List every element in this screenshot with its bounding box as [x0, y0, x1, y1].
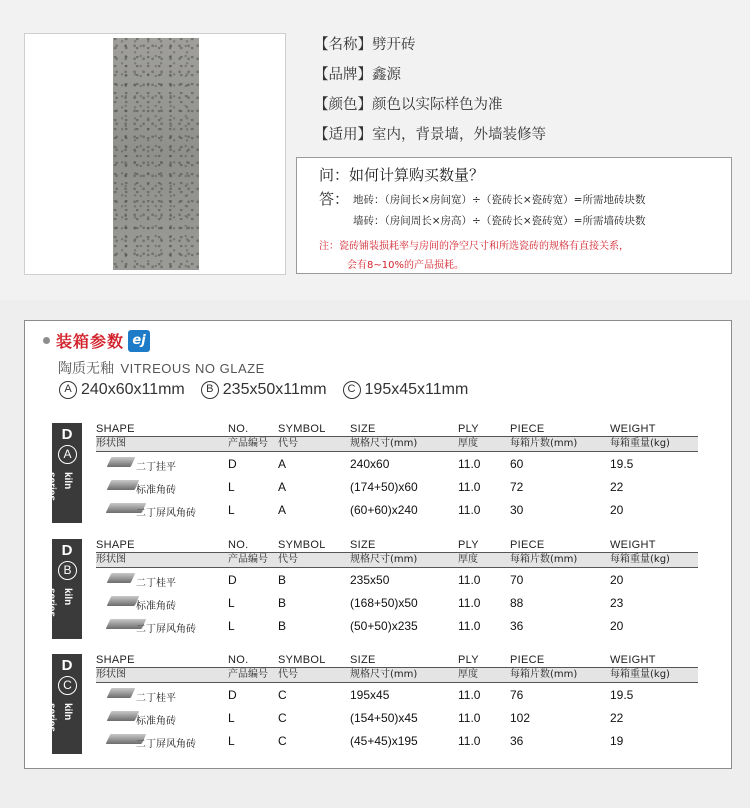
cell-no: L [228, 619, 235, 633]
cell-size: 235x50 [350, 573, 390, 587]
cell-symbol: C [278, 734, 287, 748]
table-row [96, 452, 698, 475]
loss-note-line2: 会有8~10%的产品损耗。 [347, 260, 464, 271]
cell-size: 195x45 [350, 688, 390, 702]
header-zh-weight: 每箱重量(kg) [610, 669, 670, 680]
cell-piece: 30 [510, 503, 524, 517]
cell-piece: 102 [510, 711, 531, 725]
attr-name: 【名称】劈开砖 [314, 37, 416, 53]
glaze-type [58, 358, 265, 378]
header-symbol: SYMBOL [278, 539, 326, 551]
header-zh-size: 规格尺寸(mm) [350, 438, 418, 449]
section-title-text: 装箱参数 [56, 332, 125, 351]
cell-piece: 76 [510, 688, 524, 702]
header-weight: WEIGHT [610, 539, 656, 551]
series-table-c [46, 654, 698, 754]
cell-no: D [228, 688, 237, 702]
tile-shape-icon [107, 457, 136, 467]
header-zh-ply: 厚度 [458, 438, 478, 449]
cell-size: (45+45)x195 [350, 734, 418, 748]
tile-shape-icon [106, 711, 139, 721]
cell-size: 240x60 [350, 457, 390, 471]
header-zh-weight: 每箱重量(kg) [610, 438, 670, 449]
table-row [96, 475, 698, 498]
cell-symbol: A [278, 480, 287, 494]
brand-badge-icon: ej [128, 330, 150, 352]
cell-symbol: B [278, 596, 287, 610]
series-mark-icon: C [58, 676, 77, 695]
size-a-text: 240x60x11mm [81, 381, 185, 398]
header-zh-shape: 形状图 [96, 438, 126, 449]
size-c-text: 195x45x11mm [364, 381, 469, 398]
series-letter: D [61, 657, 73, 674]
series-label [46, 654, 82, 754]
table-row [96, 498, 698, 521]
glaze-en: VITREOUS NO GLAZE [120, 361, 265, 376]
header-size: SIZE [350, 539, 376, 551]
series-rows [96, 683, 698, 752]
header-row-zh [96, 553, 698, 568]
cell-symbol: C [278, 688, 287, 702]
series-label [46, 539, 82, 639]
cell-size: (50+50)x235 [350, 619, 418, 633]
cell-weight: 22 [610, 480, 624, 494]
cell-piece: 72 [510, 480, 524, 494]
cell-piece: 70 [510, 573, 524, 587]
cell-symbol: A [278, 457, 287, 471]
table-row [96, 591, 698, 614]
cell-weight: 19.5 [610, 688, 634, 702]
cell-no: L [228, 480, 235, 494]
cell-symbol: B [278, 619, 287, 633]
size-option-a [59, 381, 185, 399]
size-options [59, 381, 484, 399]
cell-no: L [228, 596, 235, 610]
circle-c-icon: C [343, 381, 361, 399]
kiln-series-label: kiln series [46, 472, 73, 501]
cell-weight: 23 [610, 596, 624, 610]
header-piece: PIECE [510, 654, 545, 666]
header-no: NO. [228, 539, 249, 551]
header-zh-ply: 厚度 [458, 669, 478, 680]
cell-weight: 20 [610, 573, 624, 587]
header-row-zh [96, 668, 698, 683]
cell-ply: 11.0 [458, 503, 481, 517]
cell-ply: 11.0 [458, 734, 481, 748]
header-weight: WEIGHT [610, 423, 656, 435]
cell-weight: 20 [610, 619, 624, 633]
header-row-en [96, 423, 698, 437]
header-ply: PLY [458, 423, 479, 435]
circle-a-icon: A [59, 381, 77, 399]
header-row-zh [96, 437, 698, 452]
tile-shape-icon [106, 480, 139, 490]
cell-ply: 11.0 [458, 711, 481, 725]
table-row [96, 729, 698, 752]
cell-weight: 19.5 [610, 457, 634, 471]
bullet-icon [43, 337, 50, 344]
header-no: NO. [228, 423, 249, 435]
header-zh-weight: 每箱重量(kg) [610, 554, 670, 565]
cell-shape: 二丁挂平 [136, 462, 176, 473]
cell-ply: 11.0 [458, 596, 481, 610]
header-zh-shape: 形状图 [96, 554, 126, 565]
header-zh-size: 规格尺寸(mm) [350, 554, 418, 565]
cell-ply: 11.0 [458, 688, 481, 702]
cell-size: (154+50)x45 [350, 711, 418, 725]
header-row-en [96, 539, 698, 553]
faq-answer-mark: 答： [319, 190, 350, 208]
table-row [96, 683, 698, 706]
cell-ply: 11.0 [458, 457, 481, 471]
header-zh-symbol: 代号 [278, 554, 298, 565]
cell-shape: 二丁桂平 [136, 578, 176, 589]
circle-b-icon: B [201, 381, 219, 399]
size-b-text: 235x50x11mm [222, 381, 327, 398]
header-zh-no: 产品编号 [228, 438, 268, 449]
tile-shape-icon [106, 596, 139, 606]
header-no: NO. [228, 654, 249, 666]
cell-no: D [228, 573, 237, 587]
series-letter: D [61, 426, 73, 443]
cell-piece: 36 [510, 734, 524, 748]
product-photo-frame [24, 33, 286, 275]
header-symbol: SYMBOL [278, 654, 326, 666]
tile-shape-icon [107, 573, 136, 583]
cell-shape: 标准角砖 [136, 716, 176, 727]
cell-symbol: A [278, 503, 287, 517]
header-row-en [96, 654, 698, 668]
cell-shape: 标准角砖 [136, 485, 176, 496]
cell-ply: 11.0 [458, 573, 481, 587]
header-zh-symbol: 代号 [278, 669, 298, 680]
table-row [96, 568, 698, 591]
size-option-b [201, 381, 327, 399]
cell-symbol: B [278, 573, 287, 587]
series-mark-icon: A [58, 445, 77, 464]
cell-symbol: C [278, 711, 287, 725]
quantity-faq-box [296, 157, 732, 274]
cell-ply: 11.0 [458, 619, 481, 633]
tile-shape-icon [107, 688, 136, 698]
header-weight: WEIGHT [610, 654, 656, 666]
tile-sample-image [113, 38, 199, 270]
header-piece: PIECE [510, 539, 545, 551]
header-zh-no: 产品编号 [228, 669, 268, 680]
header-zh-size: 规格尺寸(mm) [350, 669, 418, 680]
header-shape: SHAPE [96, 423, 135, 435]
series-mark-icon: B [58, 561, 77, 580]
header-zh-ply: 厚度 [458, 554, 478, 565]
header-ply: PLY [458, 539, 479, 551]
header-zh-shape: 形状图 [96, 669, 126, 680]
series-table-b [46, 539, 698, 639]
attr-brand: 【品牌】鑫源 [314, 67, 401, 83]
cell-shape: 二丁屏风角砖 [136, 508, 196, 519]
header-zh-symbol: 代号 [278, 438, 298, 449]
cell-size: (60+60)x240 [350, 503, 418, 517]
packing-parameters-panel [24, 320, 732, 769]
attr-color: 【颜色】颜色以实际样色为准 [314, 97, 503, 113]
cell-weight: 19 [610, 734, 624, 748]
cell-piece: 36 [510, 619, 524, 633]
header-zh-piece: 每箱片数(mm) [510, 438, 578, 449]
table-row [96, 614, 698, 637]
cell-weight: 22 [610, 711, 624, 725]
header-zh-piece: 每箱片数(mm) [510, 669, 578, 680]
cell-piece: 60 [510, 457, 524, 471]
header-shape: SHAPE [96, 654, 135, 666]
cell-no: L [228, 503, 235, 517]
cell-shape: 二丁屏风角砖 [136, 739, 196, 750]
series-rows [96, 568, 698, 637]
product-attributes [314, 35, 546, 155]
cell-shape: 二丁桂平 [136, 693, 176, 704]
faq-question: 问：如何计算购买数量？ [319, 166, 485, 184]
header-size: SIZE [350, 423, 376, 435]
header-size: SIZE [350, 654, 376, 666]
loss-note-line1: 注：瓷砖铺装损耗率与房间的净空尺寸和所选瓷砖的规格有直接关系， [319, 241, 629, 252]
cell-size: (174+50)x60 [350, 480, 418, 494]
series-table-a [46, 423, 698, 523]
header-ply: PLY [458, 654, 479, 666]
header-zh-no: 产品编号 [228, 554, 268, 565]
kiln-series-label: kiln series [46, 588, 73, 617]
glaze-zh: 陶质无釉 [58, 361, 114, 377]
floor-tile-formula: 地砖：（房间长×房间宽）÷（瓷砖长×瓷砖宽）=所需地砖块数 [353, 194, 646, 206]
header-symbol: SYMBOL [278, 423, 326, 435]
table-row [96, 706, 698, 729]
series-letter: D [61, 542, 73, 559]
product-info-section [0, 0, 750, 300]
kiln-series-label: kiln series [46, 703, 73, 732]
wall-tile-formula: 墙砖：（房间周长×房高）÷（瓷砖长×瓷砖宽）=所需墙砖块数 [353, 215, 646, 227]
cell-ply: 11.0 [458, 480, 481, 494]
cell-shape: 标准角砖 [136, 601, 176, 612]
cell-no: L [228, 711, 235, 725]
header-shape: SHAPE [96, 539, 135, 551]
series-rows [96, 452, 698, 521]
cell-size: (168+50)x50 [350, 596, 418, 610]
cell-shape: 二丁屏风角砖 [136, 624, 196, 635]
size-option-c [343, 381, 469, 399]
cell-piece: 88 [510, 596, 524, 610]
cell-no: L [228, 734, 235, 748]
cell-no: D [228, 457, 237, 471]
attr-usage: 【适用】室内，背景墙，外墙装修等 [314, 127, 546, 143]
section-title [43, 329, 150, 352]
header-piece: PIECE [510, 423, 545, 435]
series-label [46, 423, 82, 523]
header-zh-piece: 每箱片数(mm) [510, 554, 578, 565]
cell-weight: 20 [610, 503, 624, 517]
